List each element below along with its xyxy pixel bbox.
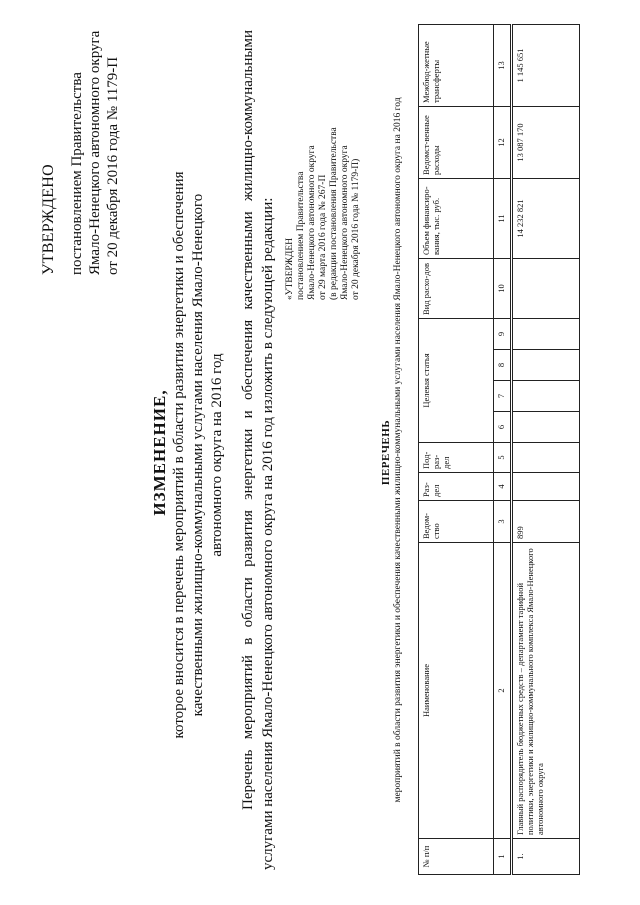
change-subtitle: которое вносится в перечень мероприятий в области развития энергетики и обеспечения качественными жилищно-коммунальными услугами населения Ямало-Ненецкого автономного округа на 2016 год: [171, 171, 225, 739]
index-cell: 8: [494, 350, 512, 381]
row-transfers: 1 145 651: [512, 24, 580, 106]
index-cell: 4: [494, 473, 512, 501]
row-subsection: [512, 443, 580, 473]
index-cell: 3: [494, 501, 512, 543]
index-cell: 10: [494, 258, 512, 318]
approval-title: УТВЕРЖДЕНО: [40, 163, 57, 275]
row-volume: 14 232 821: [512, 178, 580, 258]
list-subtitle: мероприятий в области развития энергетики и обеспечения качественными жилищно-коммунальными услугами населения Ямало-Ненецкого автономного округа на 2016 год: [393, 97, 403, 803]
intro-paragraph: Перечень мероприятий в области развития энергетики и обеспечения качественными жилищно-коммунальными услугами населения Ямало-Ненецкого автономного округа на 2016 год изложить в следующей редакции:: [240, 30, 276, 870]
approval-stamp: [40, 25, 122, 275]
index-cell: 6: [494, 412, 512, 443]
measures-table: [418, 24, 580, 875]
header-section: Раз-дел: [419, 473, 494, 501]
index-cell: 5: [494, 443, 512, 473]
approval-line-3: от 20 декабря 2016 года № 1179-П: [105, 56, 121, 275]
table-index-row: [494, 24, 512, 874]
header-volume: Объем финансиро-вания, тыс. руб.: [419, 178, 494, 258]
approval2-line-2: Ямало-Ненецкого автономного округа: [307, 145, 317, 300]
index-cell: 9: [494, 318, 512, 349]
header-dept-exp: Ведомст-венные расходы: [419, 106, 494, 178]
approval2-line-1: постановлением Правительства: [296, 171, 306, 300]
change-title: ИЗМЕНЕНИЕ,: [150, 389, 169, 516]
row-target-4: [512, 318, 580, 349]
header-subsection: Под-раз-дел: [419, 443, 494, 473]
approval-line-2: Ямало-Ненецкого автономного округа: [87, 30, 103, 275]
row-name: Главный распорядитель бюджетных средств – департамент тарифной политики, энергетики и жилищно-коммунального комплекса Ямало-Ненецкого автономного округа: [512, 543, 580, 839]
row-exp-type: [512, 258, 580, 318]
index-cell: 7: [494, 381, 512, 412]
approval2-title: «УТВЕРЖДЕН: [285, 237, 295, 300]
row-target-3: [512, 350, 580, 381]
header-exp-type: Вид расхо-дов: [419, 258, 494, 318]
approval2-line-6: от 20 декабря 2016 года № 1179-П): [351, 158, 361, 300]
index-cell: 2: [494, 543, 512, 839]
header-dept: Ведом-ство: [419, 501, 494, 543]
index-cell: 1: [494, 839, 512, 875]
header-target: Целевая статья: [419, 318, 494, 442]
table-row: [512, 24, 580, 874]
row-target-1: [512, 412, 580, 443]
table-header-row: [419, 24, 494, 874]
approval2-line-5: Ямало-Ненецкого автономного округа: [340, 145, 350, 300]
approval2-line-4: (в редакции постановления Правительства: [329, 127, 339, 300]
approval-line-1: постановлением Правительства: [69, 72, 85, 275]
row-num: 1.: [512, 839, 580, 875]
index-cell: 12: [494, 106, 512, 178]
index-cell: 11: [494, 178, 512, 258]
list-title: ПЕРЕЧЕНЬ: [380, 419, 392, 486]
header-name: Наименование: [419, 543, 494, 839]
row-target-2: [512, 381, 580, 412]
approval-stamp-2: [285, 60, 362, 300]
row-dept: 899: [512, 501, 580, 543]
approval2-line-3: от 29 марта 2016 года № 267-П: [318, 174, 328, 300]
row-dept-exp: 13 087 170: [512, 106, 580, 178]
header-transfers: Межбюд-жетные трансферты: [419, 24, 494, 106]
row-section: [512, 473, 580, 501]
header-num: № п/п: [419, 839, 494, 875]
index-cell: 13: [494, 24, 512, 106]
